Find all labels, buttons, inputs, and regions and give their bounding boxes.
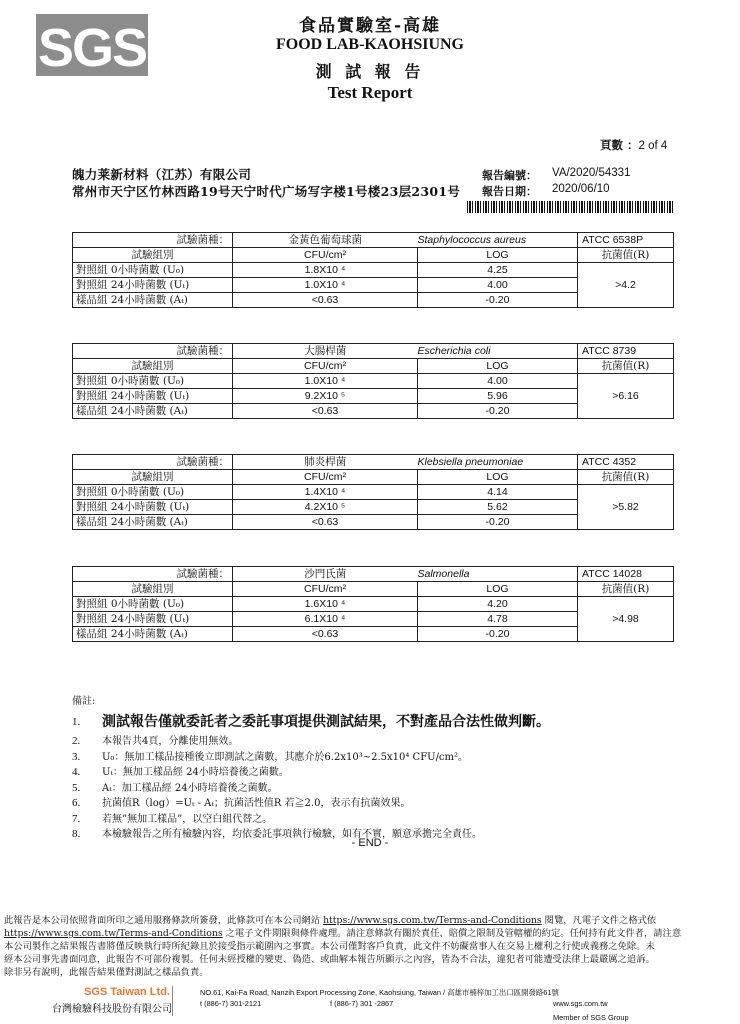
note-number: 7. bbox=[72, 812, 81, 825]
report-title-en: Test Report bbox=[327, 83, 413, 102]
group-row-label: 對照組 24小時菌數 (Uₜ) bbox=[73, 278, 233, 293]
log-value: 4.25 bbox=[418, 263, 578, 278]
cfu-header: CFU/cm² bbox=[233, 470, 418, 485]
strain-name-latin: Salmonella bbox=[418, 567, 578, 582]
group-header: 試驗組別 bbox=[73, 359, 233, 374]
note-item bbox=[72, 781, 692, 797]
note-item bbox=[72, 750, 692, 766]
log-value: -0.20 bbox=[418, 404, 578, 419]
note-number: 1. bbox=[72, 716, 81, 728]
cfu-value: <0.63 bbox=[233, 293, 418, 308]
result-table bbox=[72, 232, 674, 308]
strain-name-latin: Staphylococcus aureus bbox=[418, 233, 578, 248]
log-value: 5.96 bbox=[418, 389, 578, 404]
report-date: 2020/06/10 bbox=[552, 183, 610, 195]
terms-link-2[interactable]: https://www.sgs.com.tw/Terms-and-Conditions bbox=[4, 928, 223, 939]
cfu-value: 1.8X10 ⁴ bbox=[233, 263, 418, 278]
antibac-value: >5.82 bbox=[578, 485, 674, 530]
antibac-header: 抗菌值(R) bbox=[578, 470, 674, 485]
log-header: LOG bbox=[418, 248, 578, 263]
result-table bbox=[72, 454, 674, 530]
antibac-value: >4.98 bbox=[578, 597, 674, 642]
cfu-value: <0.63 bbox=[233, 627, 418, 642]
atcc-code: ATCC 14028 bbox=[578, 567, 674, 582]
footer-fax: f (886-7) 301 -2867 bbox=[330, 999, 394, 1008]
log-header: LOG bbox=[418, 470, 578, 485]
log-header: LOG bbox=[418, 359, 578, 374]
log-value: 4.00 bbox=[418, 278, 578, 293]
footer-divider bbox=[172, 986, 173, 1016]
cfu-value: 1.6X10 ⁴ bbox=[233, 597, 418, 612]
cfu-header: CFU/cm² bbox=[233, 582, 418, 597]
strain-name-latin: Klebsiella pneumoniae bbox=[418, 455, 578, 470]
antibac-header: 抗菌值(R) bbox=[578, 359, 674, 374]
atcc-code: ATCC 4352 bbox=[578, 455, 674, 470]
note-text: 抗菌值R（log）=Uₜ - Aₜ；抗菌活性值R 若≧2.0，表示有抗菌效果。 bbox=[102, 798, 411, 809]
antibac-value: >6.16 bbox=[578, 374, 674, 419]
sgs-logo bbox=[36, 14, 148, 76]
note-text: U₀：無加工樣品接種後立即測試之菌數，其應介於6.2x10³~2.5x10⁴ CFU/cm²。 bbox=[102, 751, 469, 763]
result-table bbox=[72, 343, 674, 419]
strain-name-zh: 肺炎桿菌 bbox=[233, 455, 418, 470]
note-number: 4. bbox=[72, 766, 81, 778]
log-header: LOG bbox=[418, 582, 578, 597]
strain-name-latin: Escherichia coli bbox=[418, 344, 578, 359]
cfu-value: 1.4X10 ⁴ bbox=[233, 485, 418, 500]
log-value: 4.00 bbox=[418, 374, 578, 389]
barcode bbox=[467, 201, 673, 213]
strain-label: 試驗菌種： bbox=[73, 455, 233, 470]
note-item bbox=[72, 765, 692, 781]
cfu-value: 6.1X10 ⁴ bbox=[233, 612, 418, 627]
note-number: 3. bbox=[72, 750, 81, 763]
antibac-header: 抗菌值(R) bbox=[578, 248, 674, 263]
atcc-code: ATCC 8739 bbox=[578, 344, 674, 359]
note-item bbox=[72, 812, 692, 828]
group-row-label: 對照組 0小時菌數 (U₀) bbox=[73, 374, 233, 389]
log-value: 5.62 bbox=[418, 500, 578, 515]
atcc-code: ATCC 6538P bbox=[578, 233, 674, 248]
group-row-label: 樣品組 24小時菌數 (Aₜ) bbox=[73, 627, 233, 642]
cfu-value: 4.2X10 ⁵ bbox=[233, 500, 418, 515]
disclaimer: 此報告是本公司依照背面所印之通用服務條款所簽發，此條款可在本公司網站 https://www.sgs.com.tw/Terms-and-Conditions 閱覽，凡電子文件之格式依 https://www.sgs.com.tw/Terms-and-Conditions 之電子文件期限與條件處理。請注意條款有關於責任、賠償之限制及管轄權的約定。任何持有此文件者，請注意 本公司製作之結果報告書將僅反映執行時所紀錄且於接受指示範圍內之事實。本公司僅對客戶負責，此文件不妨礙當事人在交易上權利之行使或義務之免除。未 經本公司事先書面同意，此報告不可部份複製。任何未經授權的變更、偽造、或曲解本報告所顯示之內容，皆為不合法，違犯者可能遭受法律上最嚴厲之追訴。 除非另有說明，此報告結果僅對測試之樣品負責。 bbox=[4, 915, 682, 978]
antibac-value: >4.2 bbox=[578, 263, 674, 308]
log-value: -0.20 bbox=[418, 515, 578, 530]
client-name: 魄力莱新材料（江苏）有限公司 bbox=[72, 167, 252, 182]
cfu-header: CFU/cm² bbox=[233, 359, 418, 374]
report-no: VA/2020/54331 bbox=[552, 167, 631, 179]
note-item bbox=[72, 710, 692, 734]
group-header: 試驗組別 bbox=[73, 470, 233, 485]
cfu-value: 1.0X10 ⁴ bbox=[233, 374, 418, 389]
antibac-header: 抗菌值(R) bbox=[578, 582, 674, 597]
strain-name-zh: 沙門氏菌 bbox=[233, 567, 418, 582]
group-row-label: 對照組 24小時菌數 (Uₜ) bbox=[73, 389, 233, 404]
log-value: -0.20 bbox=[418, 627, 578, 642]
cfu-value: <0.63 bbox=[233, 404, 418, 419]
group-row-label: 對照組 0小時菌數 (U₀) bbox=[73, 263, 233, 278]
group-row-label: 樣品組 24小時菌數 (Aₜ) bbox=[73, 404, 233, 419]
report-date-label: 報告日期： bbox=[482, 185, 537, 198]
note-text: 本檢驗報告之所有檢驗內容，均依委託事項執行檢驗，如有不實，願意承擔完全責任。 bbox=[102, 829, 482, 840]
log-value: 4.20 bbox=[418, 597, 578, 612]
cfu-value: 9.2X10 ⁵ bbox=[233, 389, 418, 404]
strain-label: 試驗菌種： bbox=[73, 344, 233, 359]
log-value: 4.78 bbox=[418, 612, 578, 627]
group-row-label: 對照組 24小時菌數 (Uₜ) bbox=[73, 612, 233, 627]
note-number: 2. bbox=[72, 735, 81, 747]
lab-title-zh: 食品實驗室-高雄 bbox=[298, 16, 442, 36]
note-number: 8. bbox=[72, 828, 81, 840]
footer-company-zh: 台灣檢驗科技股份有限公司 bbox=[52, 1004, 172, 1015]
note-text: Aₜ：加工樣品經 24小時培養後之菌數。 bbox=[102, 782, 278, 794]
group-row-label: 對照組 0小時菌數 (U₀) bbox=[73, 485, 233, 500]
notes bbox=[72, 692, 692, 843]
lab-title-en: FOOD LAB-KAOHSIUNG bbox=[275, 36, 464, 53]
result-table bbox=[72, 566, 674, 642]
report-title-zh: 測 試 報 告 bbox=[315, 62, 425, 81]
footer-tel: t (886-7) 301-2121 bbox=[200, 999, 262, 1008]
page-number: 頁數 ：2 of 4 bbox=[600, 138, 668, 152]
note-text: 本報告共4頁，分離使用無效。 bbox=[102, 736, 239, 747]
client-address: 常州市天宁区竹林西路19号天宁时代广场写字楼1号楼23层2301号 bbox=[72, 184, 461, 199]
note-item bbox=[72, 734, 692, 750]
report-no-label: 報告編號： bbox=[482, 169, 537, 182]
footer-web: www.sgs.com.tw bbox=[553, 999, 608, 1008]
terms-link[interactable]: https://www.sgs.com.tw/Terms-and-Conditions bbox=[323, 915, 542, 926]
strain-label: 試驗菌種： bbox=[73, 233, 233, 248]
group-row-label: 對照組 24小時菌數 (Uₜ) bbox=[73, 500, 233, 515]
note-list bbox=[72, 710, 692, 843]
note-number: 6. bbox=[72, 797, 81, 809]
note-number: 5. bbox=[72, 781, 81, 794]
log-value: -0.20 bbox=[418, 293, 578, 308]
notes-heading: 備註: bbox=[72, 696, 96, 707]
cfu-value: <0.63 bbox=[233, 515, 418, 530]
group-header: 試驗組別 bbox=[73, 248, 233, 263]
footer-address: NO.61, Kai-Fa Road, Nanzih Export Processing Zone, Kaohsiung, Taiwan / 高雄市楠梓加工出口區開發路61號 bbox=[200, 988, 559, 997]
note-text: Uₜ：無加工樣品經 24小時培養後之菌數。 bbox=[102, 767, 289, 778]
group-row-label: 對照組 0小時菌數 (U₀) bbox=[73, 597, 233, 612]
footer-member: Member of SGS Group bbox=[553, 1013, 629, 1022]
strain-name-zh: 大腸桿菌 bbox=[233, 344, 418, 359]
note-text: 測試報告僅就委託者之委託事項提供測試結果，不對產品合法性做判斷。 bbox=[102, 714, 550, 730]
note-text: 若無”無加工樣品”，以空白組代替之。 bbox=[102, 813, 273, 825]
cfu-value: 1.0X10 ⁴ bbox=[233, 278, 418, 293]
footer-company-en: SGS Taiwan Ltd. bbox=[84, 986, 170, 998]
log-value: 4.14 bbox=[418, 485, 578, 500]
strain-name-zh: 金黃色葡萄球菌 bbox=[233, 233, 418, 248]
strain-label: 試驗菌種： bbox=[73, 567, 233, 582]
group-row-label: 樣品組 24小時菌數 (Aₜ) bbox=[73, 515, 233, 530]
svg-text:SGS: SGS bbox=[37, 18, 147, 76]
note-item bbox=[72, 796, 692, 812]
group-row-label: 樣品組 24小時菌數 (Aₜ) bbox=[73, 293, 233, 308]
end-marker: - END - bbox=[351, 837, 389, 849]
group-header: 試驗組別 bbox=[73, 582, 233, 597]
cfu-header: CFU/cm² bbox=[233, 248, 418, 263]
